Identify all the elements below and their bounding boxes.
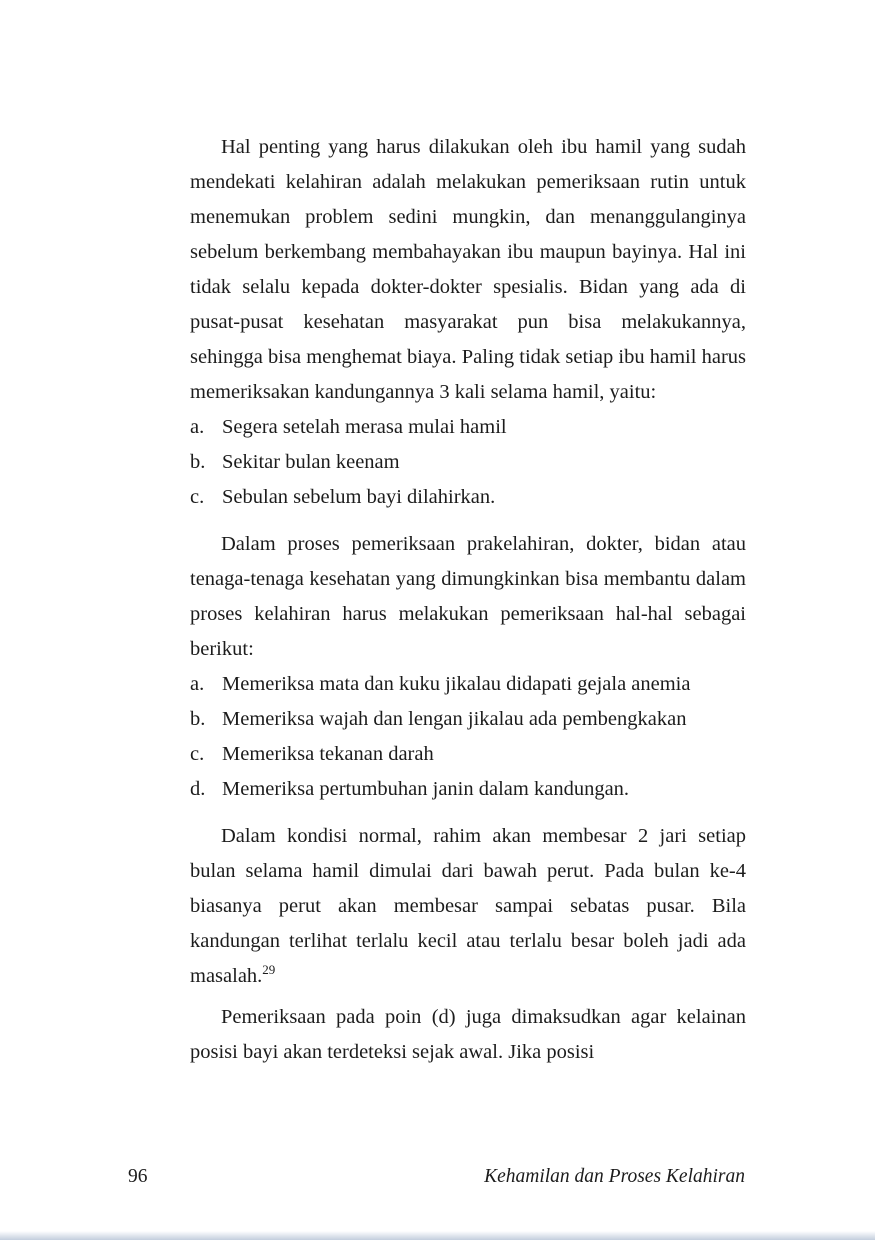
list-item	[190, 480, 746, 515]
list-item-label: c.	[190, 486, 205, 508]
paragraph-checkup-intro: Hal penting yang harus dilakukan oleh ibu hamil yang sudah mendekati kelahiran adalah melakukan pemeriksaan rutin untuk menemukan problem sedini mungkin, dan menanggulanginya sebelum berkembang membahayakan ibu maupun bayinya. Hal ini tidak selalu kepada dokter-dokter spesialis. Bidan yang ada di pusat-pusat kesehatan masyarakat pun bisa melakukannya, sehingga bisa menghemat biaya. Paling tidak setiap ibu hamil harus memeriksakan kandungannya 3 kali selama hamil, yaitu:	[190, 136, 746, 403]
paragraph-prenatal-exam: Dalam proses pemeriksaan prakelahiran, dokter, bidan atau tenaga-tenaga kesehatan yang dimungkinkan bisa membantu dalam proses kelahiran harus melakukan pemeriksaan hal-hal sebagai berikut:	[190, 533, 746, 660]
page-footer	[128, 1166, 745, 1188]
list-item-label: a.	[190, 416, 205, 438]
paragraph-text: Dalam kondisi normal, rahim akan membesar 2 jari setiap bulan selama hamil dimulai dari bawah perut. Pada bulan ke-4 biasanya perut akan membesar sampai sebatas pusar. Bila kandungan terlihat terlalu kecil atau terlalu besar boleh jadi ada masalah.	[190, 825, 746, 987]
list-item-label: a.	[190, 673, 205, 695]
list-item-label: d.	[190, 778, 206, 800]
list-item-text: Segera setelah merasa mulai hamil	[222, 416, 507, 438]
list-item-label: c.	[190, 743, 205, 765]
list-item	[190, 445, 746, 480]
list-item-label: b.	[190, 708, 206, 730]
list-item-label: b.	[190, 451, 206, 473]
list-item-text: Memeriksa tekanan darah	[222, 743, 434, 765]
list-item	[190, 667, 746, 702]
list-item-text: Memeriksa pertumbuhan janin dalam kandungan.	[222, 778, 630, 800]
paragraph-position-detection: Pemeriksaan pada poin (d) juga dimaksudkan agar kelainan posisi bayi akan terdeteksi sejak awal. Jika posisi	[190, 1006, 746, 1063]
list-item-text: Sekitar bulan keenam	[222, 451, 400, 473]
list-checkup-times	[190, 410, 746, 515]
list-item-text: Sebulan sebelum bayi dilahirkan.	[222, 486, 496, 508]
list-item-text: Memeriksa wajah dan lengan jikalau ada pembengkakan	[222, 708, 687, 730]
running-title: Kehamilan dan Proses Kelahiran	[484, 1166, 745, 1187]
list-item	[190, 410, 746, 445]
list-item	[190, 772, 746, 807]
footnote-ref: 29	[262, 962, 276, 978]
list-item-text: Memeriksa mata dan kuku jikalau didapati gejala anemia	[222, 673, 691, 695]
paragraph-uterus-growth	[190, 819, 746, 994]
list-item	[190, 737, 746, 772]
page-number: 96	[128, 1166, 148, 1187]
page-bottom-edge	[0, 1231, 875, 1240]
list-exam-steps	[190, 667, 746, 807]
list-item	[190, 702, 746, 737]
page-body	[190, 130, 746, 1070]
